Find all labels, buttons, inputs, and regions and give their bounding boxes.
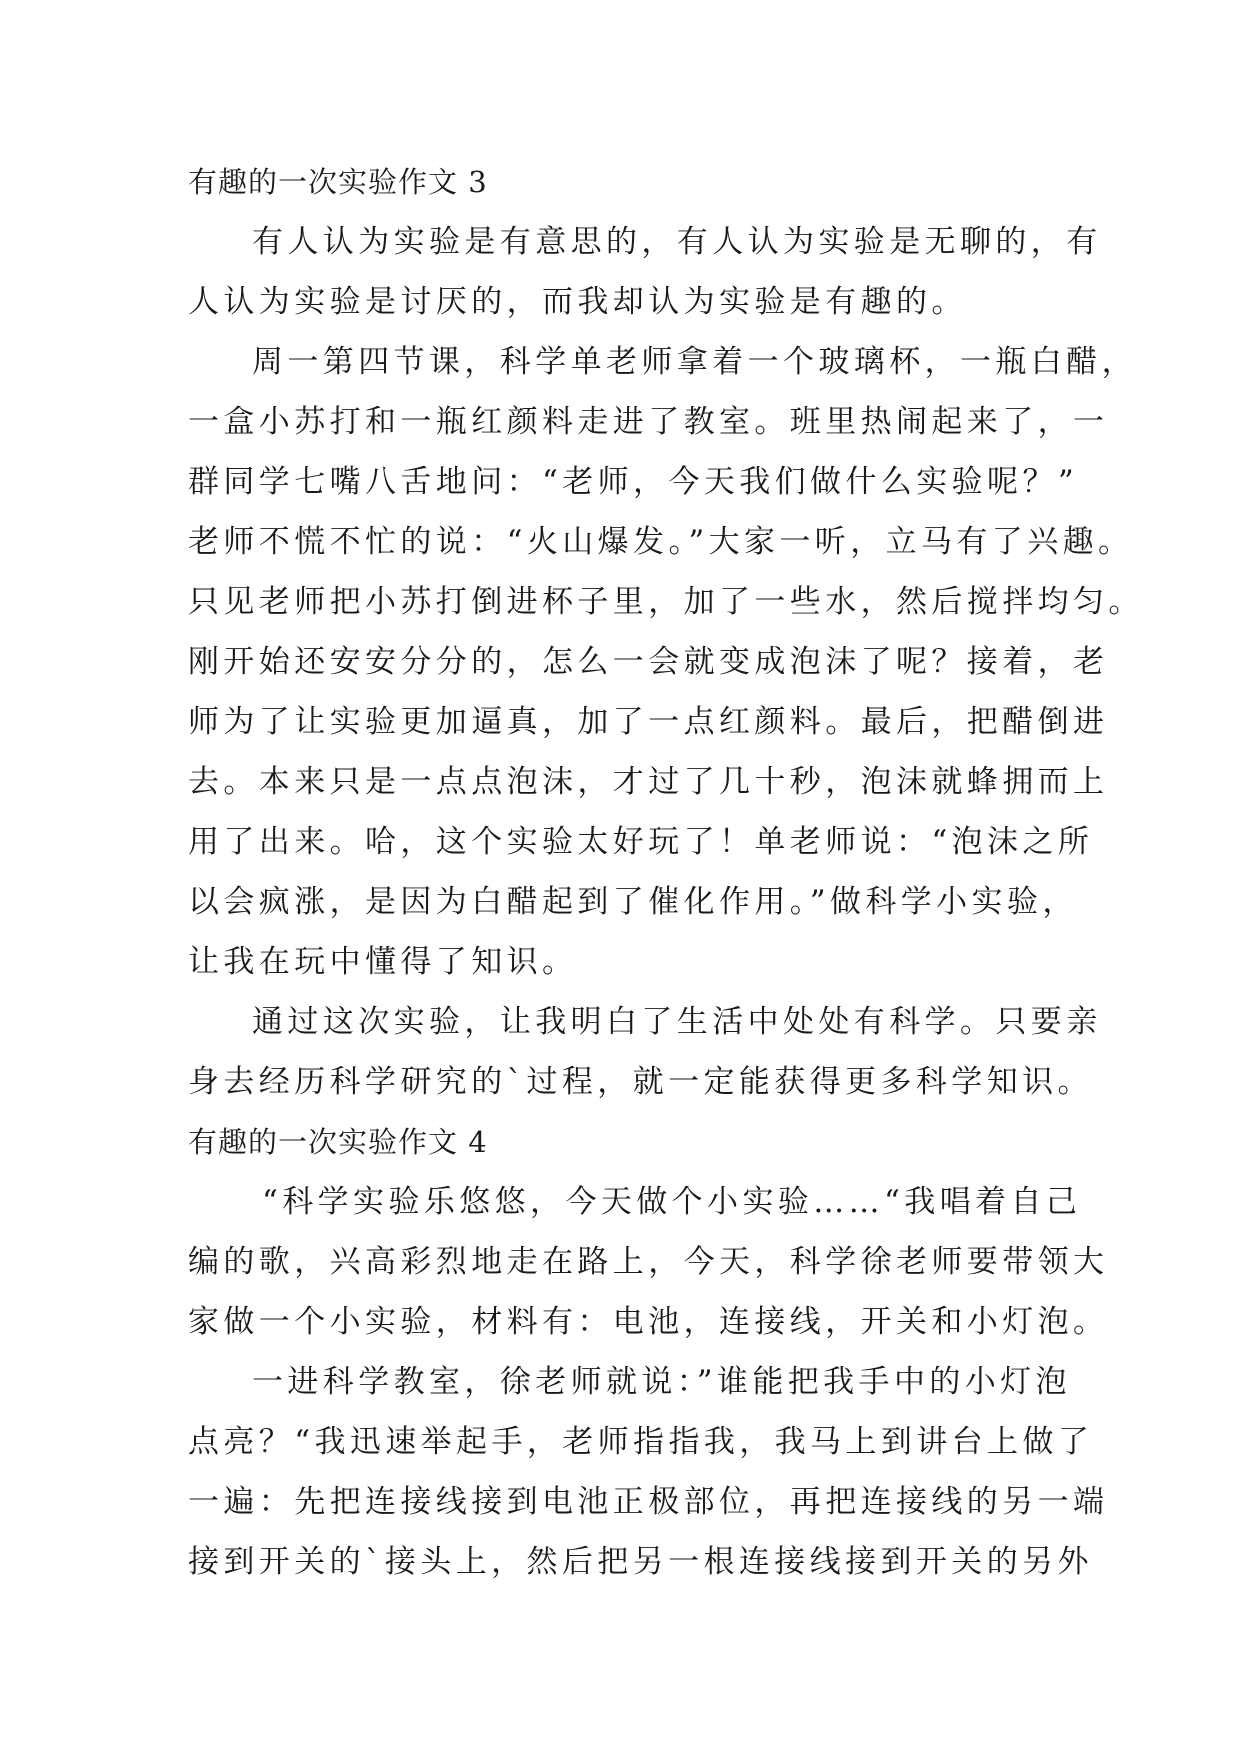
- paragraph-line: 身去经历科学研究的`过程，就一定能获得更多科学知识。: [188, 1064, 1093, 1100]
- paragraph-line: 家做一个小实验，材料有：电池，连接线，开关和小灯泡。: [188, 1304, 1109, 1340]
- paragraph-line: 周一第四节课，科学单老师拿着一个玻璃杯，一瓶白醋，: [252, 344, 1137, 380]
- paragraph-line: 只见老师把小苏打倒进杯子里，加了一些水，然后搅拌均匀。: [188, 584, 1144, 620]
- paragraph-line: 一遍：先把连接线接到电池正极部位，再把连接线的另一端: [188, 1484, 1109, 1520]
- paragraph-line: 群同学七嘴八舌地问：“老师，今天我们做什么实验呢？”: [188, 464, 1079, 500]
- paragraph-line: 老师不慌不忙的说：“火山爆发。”大家一听，立马有了兴趣。: [188, 524, 1134, 560]
- paragraph-line: 点亮？“我迅速举起手，老师指指我，我马上到讲台上做了: [188, 1424, 1094, 1460]
- paragraph-line: 用了出来。哈，这个实验太好玩了！单老师说：“泡沫之所: [188, 824, 1094, 860]
- section-title: 有趣的一次实验作文 4: [188, 1125, 488, 1159]
- paragraph-line: 一盒小苏打和一瓶红颜料走进了教室。班里热闹起来了，一: [188, 404, 1109, 440]
- section-title: 有趣的一次实验作文 3: [188, 165, 488, 199]
- paragraph-line: 一进科学教室，徐老师就说：”谁能把我手中的小灯泡: [252, 1364, 1071, 1400]
- paragraph-line: “科学实验乐悠悠，今天做个小实验……“我唱着自己: [262, 1184, 1082, 1220]
- paragraph-line: 人认为实验是讨厌的，而我却认为实验是有趣的。: [188, 284, 967, 320]
- paragraph-line: 去。本来只是一点点泡沫，才过了几十秒，泡沫就蜂拥而上: [188, 764, 1109, 800]
- paragraph-line: 以会疯涨，是因为白醋起到了催化作用。”做科学小实验，: [188, 884, 1078, 920]
- paragraph-line: 师为了让实验更加逼真，加了一点红颜料。最后，把醋倒进: [188, 704, 1109, 740]
- paragraph-line: 通过这次实验，让我明白了生活中处处有科学。只要亲: [252, 1004, 1102, 1040]
- paragraph-line: 有人认为实验是有意思的，有人认为实验是无聊的，有: [252, 224, 1102, 260]
- document-body: [188, 152, 1144, 1592]
- paragraph-line: 让我在玩中懂得了知识。: [188, 944, 578, 980]
- paragraph-line: 刚开始还安安分分的，怎么一会就变成泡沫了呢？接着，老: [188, 644, 1109, 680]
- paragraph-line: 编的歌，兴高彩烈地走在路上，今天，科学徐老师要带领大: [188, 1244, 1109, 1280]
- paragraph-line: 接到开关的`接头上，然后把另一根连接线接到开关的另外: [188, 1544, 1093, 1580]
